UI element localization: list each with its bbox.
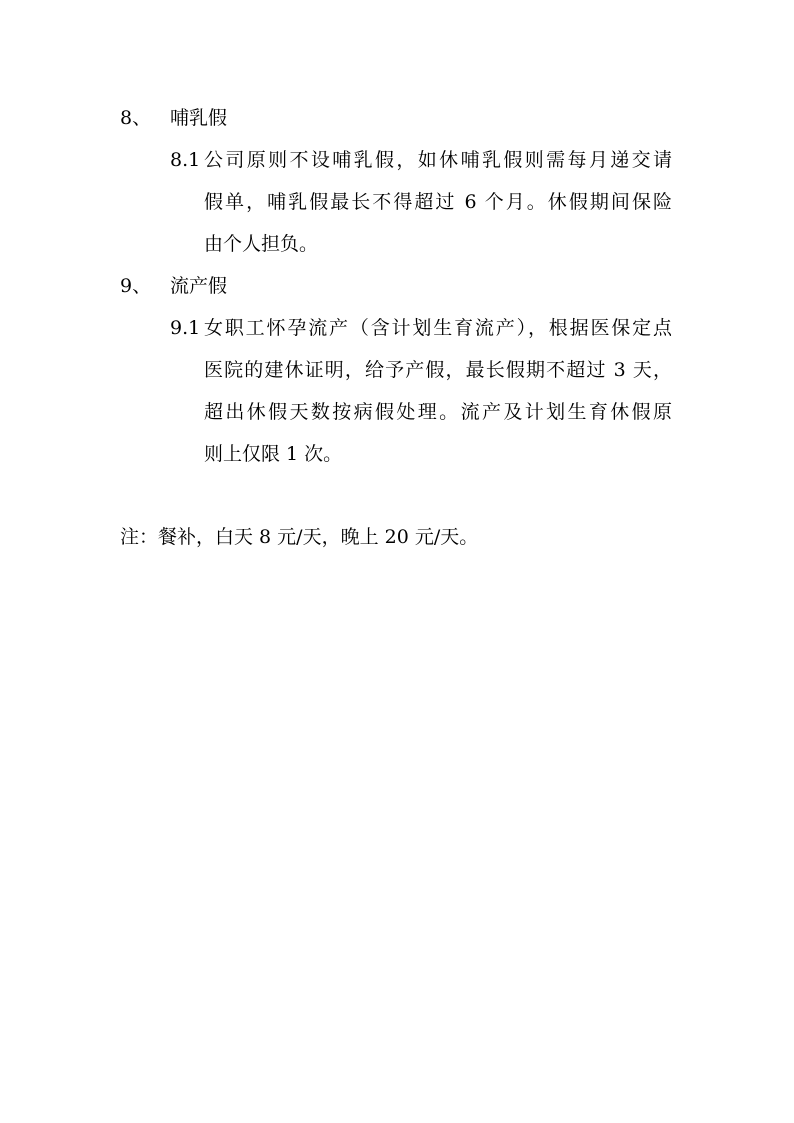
item-text-line: 假单，哺乳假最长不得超过 6 个月。休假期间保险 [204,191,672,213]
section-title: 哺乳假 [170,107,228,129]
item-9-1-line-3 [204,400,672,424]
item-8-1-line-2 [204,190,672,214]
item-number: 9.1 [170,317,201,339]
item-9-1-line-4 [204,442,342,466]
section-title: 流产假 [170,275,228,297]
meal-allowance-note [120,525,478,549]
item-text-line: 医院的建休证明，给予产假，最长假期不超过 3 天， [204,359,672,381]
item-9-1-line-2 [204,358,672,382]
section-number: 9、 [120,275,152,297]
item-number: 8.1 [170,149,201,171]
note-text: 注：餐补，白天 8 元/天，晚上 20 元/天。 [120,526,479,548]
item-text-line: 公司原则不设哺乳假，如休哺乳假则需每月递交请 [204,149,672,171]
item-text-line: 女职工怀孕流产（含计划生育流产），根据医保定点 [204,317,672,339]
section-number: 8、 [120,107,152,129]
item-text-line: 超出休假天数按病假处理。流产及计划生育休假原 [204,401,672,423]
item-text-line: 由个人担负。 [204,233,319,255]
item-text-line: 则上仅限 1 次。 [204,443,343,465]
item-8-1-line-3 [204,232,318,256]
